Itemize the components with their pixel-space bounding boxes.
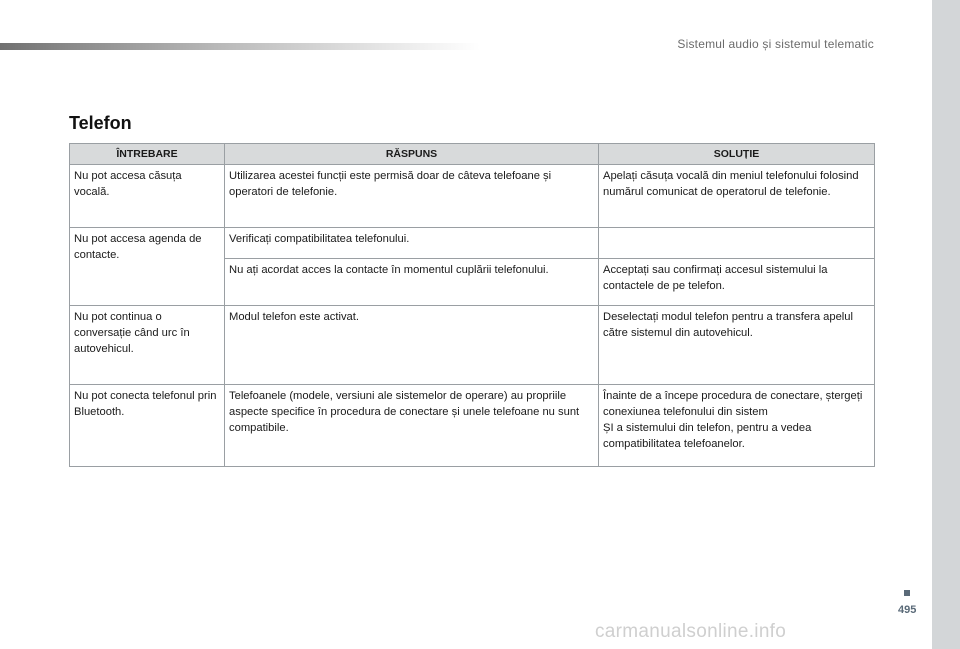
table-row xyxy=(70,385,875,467)
section-title: Sistemul audio și sistemul telematic xyxy=(677,37,874,51)
answer-cell: Modul telefon este activat. xyxy=(225,306,599,385)
answer-cell: Telefoanele (modele, versiuni ale sistemelor de operare) au propriile aspecte specifice în procedura de conectare și unele telefoane nu sunt compatibile. xyxy=(225,385,599,467)
page-edge-strip xyxy=(932,0,960,649)
column-header-question: ÎNTREBARE xyxy=(70,144,225,165)
answer-cell: Utilizarea acestei funcții este permisă doar de câteva telefoane și operatori de telefonie. xyxy=(225,165,599,228)
question-cell: Nu pot accesa căsuța vocală. xyxy=(70,165,225,228)
question-cell: Nu pot accesa agenda de contacte. xyxy=(70,228,225,306)
solution-cell: Acceptați sau confirmați accesul sistemului la contactele de pe telefon. xyxy=(599,259,875,306)
answer-cell: Verificați compatibilitatea telefonului. xyxy=(225,228,599,259)
table-row xyxy=(70,165,875,228)
table-row xyxy=(70,306,875,385)
watermark: carmanualsonline.info xyxy=(595,621,787,642)
solution-cell: Înainte de a începe procedura de conectare, ștergeți conexiunea telefonului din sistem ȘI a sistemului din telefon, pentru a vedea compatibilitatea telefoanelor. xyxy=(599,385,875,467)
solution-cell: Deselectați modul telefon pentru a transfera apelul către sistemul din autovehicul. xyxy=(599,306,875,385)
column-header-solution: SOLUȚIE xyxy=(599,144,875,165)
page-title: Telefon xyxy=(69,113,132,133)
faq-table xyxy=(69,143,875,467)
answer-cell: Nu ați acordat acces la contacte în momentul cuplării telefonului. xyxy=(225,259,599,306)
page-number: 495 xyxy=(898,604,917,616)
solution-cell xyxy=(599,228,875,259)
question-cell: Nu pot conecta telefonul prin Bluetooth. xyxy=(70,385,225,467)
page-marker-square xyxy=(904,590,910,596)
solution-cell: Apelați căsuța vocală din meniul telefonului folosind numărul comunicat de operatorul de telefonie. xyxy=(599,165,875,228)
column-header-answer: RĂSPUNS xyxy=(225,144,599,165)
table-header-row xyxy=(70,144,875,165)
table-row xyxy=(70,228,875,259)
header-gradient-bar xyxy=(0,43,480,50)
question-cell: Nu pot continua o conversație când urc în autovehicul. xyxy=(70,306,225,385)
